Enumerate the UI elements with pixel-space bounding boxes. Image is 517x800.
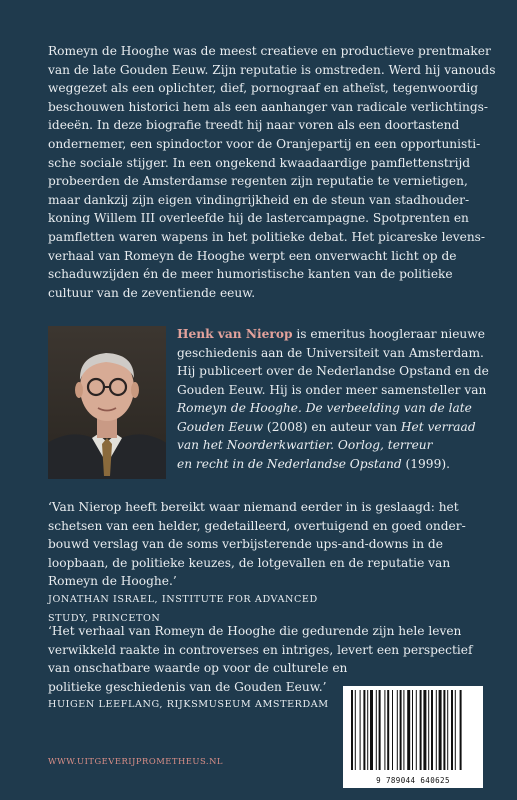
book-title-1b: Gouden Eeuw [177, 419, 264, 434]
barcode-bar [436, 690, 437, 770]
quote-line: politieke geschiedenis van de Gouden Eeuw.’ [48, 679, 327, 694]
isbn-number: 9 789044 640625 [376, 776, 450, 785]
barcode-bar [420, 690, 422, 770]
barcode-bar [439, 690, 442, 770]
blurb-line: ondernemer, een spindoctor voor de Oranjepartij en een opportunisti- [48, 136, 481, 151]
author-bio-line: Hij publiceert over de Nederlandse Opstand en de [177, 364, 489, 378]
barcode-bar [397, 690, 398, 770]
blurb-line: schaduwzijden én de meer humoristische kanten van de politieke [48, 267, 453, 282]
blurb-line: probeerden de Amsterdamse regenten zijn reputatie te vernietigen, [48, 174, 468, 189]
barcode-bar [460, 690, 462, 770]
barcode-bar [400, 690, 402, 770]
barcode-bar [387, 690, 389, 770]
author-bio [177, 325, 489, 473]
blurb-line: maar dankzij zijn eigen vindingrijkheid en de steun van stadhouder- [48, 192, 470, 207]
author-bio-line: geschiedenis aan de Universiteit van Amsterdam. [177, 345, 484, 360]
barcode-bar [416, 690, 417, 770]
isbn-barcode [343, 686, 483, 788]
review-quote-israel [48, 498, 488, 628]
barcode-bar [423, 690, 426, 770]
barcode-bar [412, 690, 413, 770]
barcode-bar [455, 690, 456, 770]
book-title-2b: van het Noorderkwartier. Oorlog, terreur [177, 438, 433, 452]
author-bio-line-1: Henk van Nierop is emeritus hoogleraar nieuwe [177, 327, 485, 341]
barcode-bar [443, 690, 445, 770]
blurb-line: ideeën. In deze biografie treedt hij naar voren als een doortastend [48, 118, 460, 133]
quote-line: van onschatbare waarde op voor de culturele en [48, 661, 348, 676]
blurb-line: koning Willem III overleefde hij de lastercampagne. Spotprenten en [48, 211, 469, 226]
barcode-bar [367, 690, 368, 770]
barcode-bar [363, 690, 365, 770]
barcode-bar [360, 690, 361, 770]
quote-line: ‘Het verhaal van Romeyn de Hooghe die gedurende zijn hele leven [48, 624, 462, 638]
barcode-bar [370, 690, 373, 770]
author-bio-line: en recht in de Nederlandse Opstand (1999). [177, 456, 450, 471]
quote-line: loopbaan, de politieke keuzes, de lotgevallen en de reputatie van [48, 555, 451, 570]
barcode-bar [384, 690, 385, 770]
quote-line: ‘Van Nierop heeft bereikt waar niemand eerder in is geslaagd: het [48, 500, 459, 514]
quote-attribution: STUDY, PRINCETON [48, 612, 161, 624]
book-title-2c: en recht in de Nederlandse Opstand [177, 456, 402, 471]
blurb-line: van de late Gouden Eeuw. Zijn reputatie is omstreden. Werd hij vanouds [48, 62, 496, 77]
blurb-line: sche sociale stijger. In een ongekend kwaadaardige pamflettenstrijd [48, 155, 471, 170]
author-portrait [48, 326, 166, 479]
author-photo [48, 326, 166, 479]
quote-line: verwikkeld raakte in controverses en intriges, levert een perspectief [48, 642, 473, 657]
barcode-bar [428, 690, 429, 770]
quote-attribution: JONATHAN ISRAEL, INSTITUTE FOR ADVANCED [48, 593, 318, 605]
barcode-bar [447, 690, 448, 770]
book-title-1a: Romeyn de Hooghe. De verbeelding van de late [177, 401, 472, 415]
blurb-line: weggezet als een oplichter, dief, pornograaf en atheïst, tegenwoordig [48, 81, 479, 96]
quote-line-with-attribution: Romeyn de Hooghe.’ JONATHAN ISRAEL, INSTITUTE FOR ADVANCED [48, 572, 488, 609]
author-bio-line [177, 399, 477, 418]
quote-line: schetsen van een helder, gedetailleerd, overtuigend en goed onder- [48, 518, 466, 533]
blurb-line: cultuur van de zeventiende eeuw. [48, 285, 256, 300]
quote-attribution: HUIGEN LEEFLANG, RIJKSMUSEUM AMSTERDAM [48, 699, 329, 711]
barcode-bar [431, 690, 433, 770]
blurb-line: beschouwen historici hem als een aanhanger van radicale verlichtings- [48, 99, 489, 114]
barcode-bar [355, 690, 356, 770]
barcode-bar [403, 690, 404, 770]
barcode-bar [451, 690, 453, 770]
barcode-bar [379, 690, 381, 770]
barcode-bars [349, 690, 477, 772]
barcode-bar [392, 690, 393, 770]
author-bio-line: Gouden Eeuw. Hij is onder meer samensteller van [177, 382, 487, 397]
barcode-bar [407, 690, 410, 770]
author-bio-line [177, 436, 477, 455]
blurb-line: pamfletten waren wapens in het politieke debat. Het picareske levens- [48, 229, 486, 244]
author-bio-line: Gouden Eeuw (2008) en auteur van Het verraad [177, 419, 476, 434]
blurb-text [48, 42, 496, 302]
author-name: Henk van Nierop [177, 327, 293, 341]
book-title-2a: Het verraad [400, 419, 476, 434]
barcode-bar [351, 690, 353, 770]
publisher-website[interactable]: WWW.UITGEVERIJPROMETHEUS.NL [48, 756, 223, 766]
blurb-line: verhaal van Romeyn de Hooghe werpt een onverwacht licht op de [48, 248, 457, 263]
blurb-line: Romeyn de Hooghe was de meest creatieve en productieve prentmaker [48, 44, 491, 58]
quote-line: bouwd verslag van de soms verbijsterende ups-and-downs in de [48, 537, 443, 552]
barcode-bar [376, 690, 377, 770]
